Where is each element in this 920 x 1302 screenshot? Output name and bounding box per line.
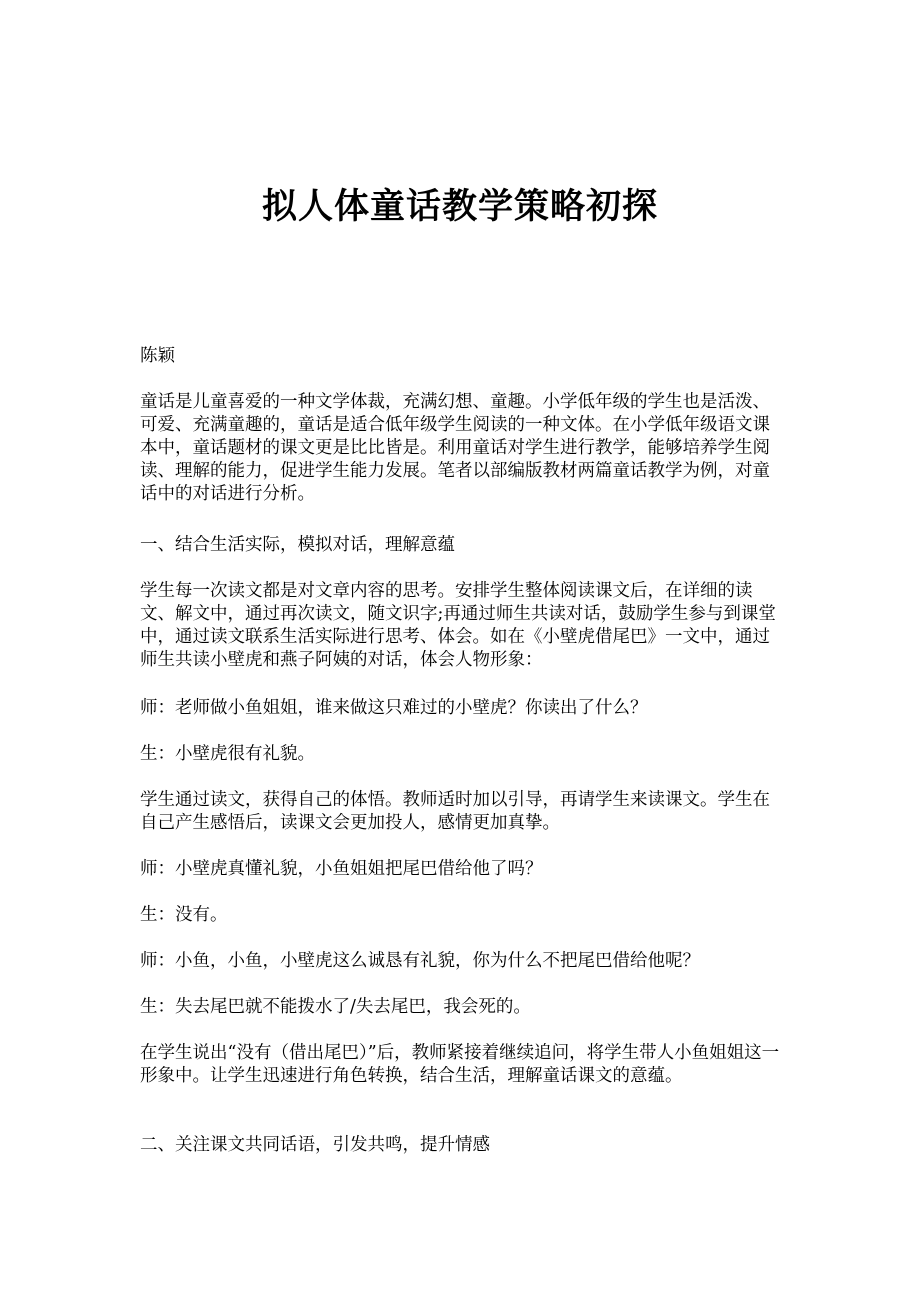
dialogue-teacher: 师：小鱼，小鱼，小壁虎这么诚恳有礼貌，你为什么不把尾巴借给他呢？ — [140, 951, 700, 971]
section-heading-2: 二、关注课文共同话语，引发共鸣，提升情感 — [140, 1135, 490, 1155]
body-paragraph: 学生通过读文，获得自己的体悟。教师适时加以引导，再请学生来读课文。学生在自己产生感悟后，读课文会更加投人，感情更加真挚。 — [140, 790, 770, 833]
body-paragraph: 学生每一次读文都是对文章内容的思考。安排学生整体阅读课文后，在详细的读文、解文中，通过再次读文，随文识字;再通过师生共读对话，鼓励学生参与到课堂中，通过读文联系生活实际进行思考、体会。如在《小壁虎借尾巴》一文中，通过师生共读小壁虎和燕子阿姨的对话，体会人物形象： — [140, 581, 776, 670]
section-heading-1: 一、结合生活实际，模拟对话，理解意蕴 — [140, 535, 455, 555]
document-title: 拟人体童话教学策略初探 — [261, 187, 658, 227]
dialogue-teacher: 师：老师做小鱼姐姐，谁来做这只难过的小壁虎？你读出了什么？ — [140, 698, 648, 718]
dialogue-student: 生：小壁虎很有礼貌。 — [140, 744, 315, 764]
dialogue-student: 生：没有。 — [140, 905, 228, 925]
author-name: 陈颖 — [140, 346, 175, 366]
body-paragraph: 在学生说出“没有（借出尾巴）”后，教师紧接着继续追问，将学生带人小鱼姐姐这一形象中。让学生迅速进行角色转换，结合生活，理解童话课文的意蕴。 — [140, 1043, 780, 1086]
intro-paragraph: 童话是儿童喜爱的一种文学体裁，充满幻想、童趣。小学低年级的学生也是活泼、可爱、充满童趣的，童话是适合低年级学生阅读的一种文体。在小学低年级语文课本中，童话题材的课文更是比比皆是。利用童话对学生进行教学，能够培养学生阅读、理解的能力，促进学生能力发展。笔者以部编版教材两篇童话教学为例，对童话中的对话进行分析。 — [140, 392, 770, 504]
dialogue-teacher: 师：小壁虎真懂礼貌，小鱼姐姐把尾巴借给他了吗？ — [140, 859, 543, 879]
dialogue-student: 生：失去尾巴就不能拨水了/失去尾巴，我会死的。 — [140, 997, 531, 1017]
